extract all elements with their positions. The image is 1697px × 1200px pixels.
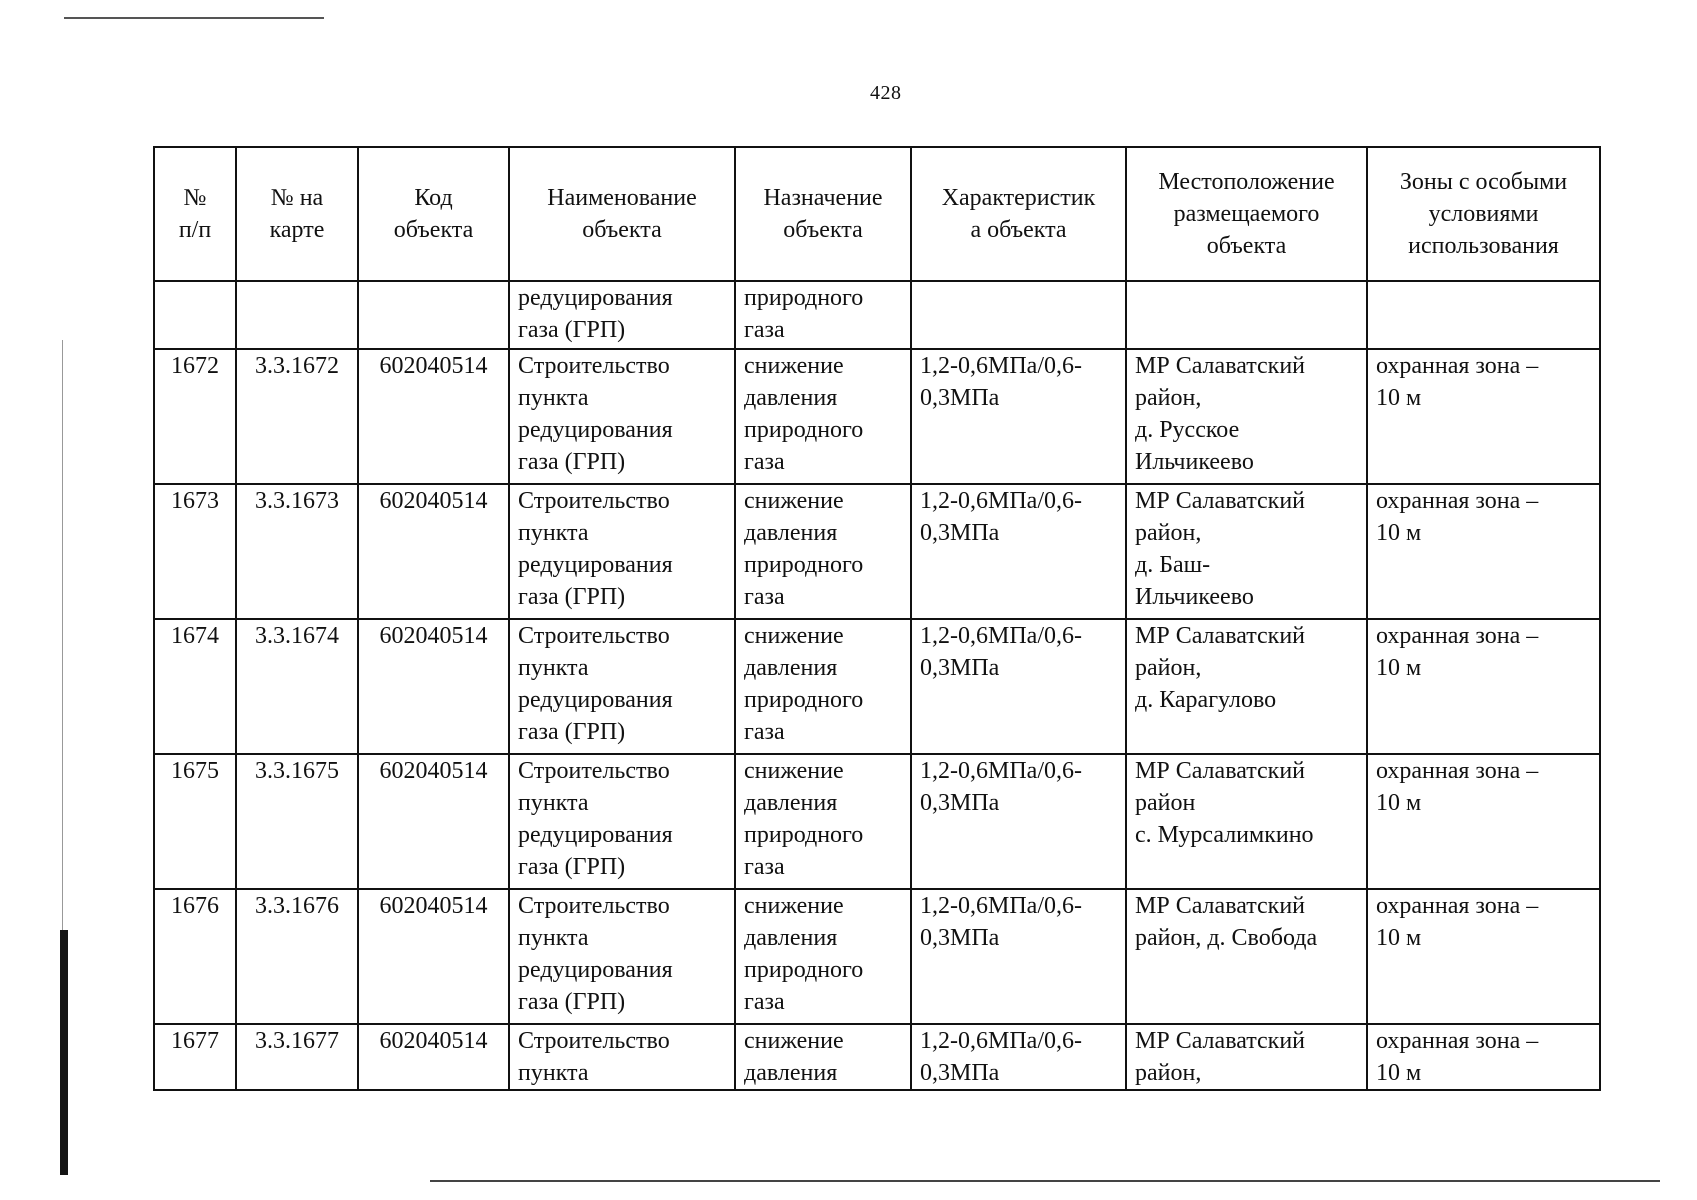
header-object-location: Местоположение размещаемого объекта [1126,147,1367,281]
header-object-purpose: Назначение объекта [735,147,911,281]
scan-edge-line-bottom [430,1180,1660,1182]
row-number-cell: 1677 [154,1024,236,1090]
table-cell [358,281,509,349]
scan-edge-line-left [62,340,63,940]
object-purpose-cell: снижение давления природного газа [735,349,911,484]
table-row [154,889,1600,1024]
object-characteristic-cell: 1,2-0,6МПа/0,6- 0,3МПа [911,619,1126,754]
map-number-cell: 3.3.1676 [236,889,358,1024]
header-object-code: Код объекта [358,147,509,281]
object-purpose-cell: снижение давления природного газа [735,754,911,889]
table-row-truncated [154,1024,1600,1090]
object-name-cell: Строительство пункта редуцирования газа (ГРП) [509,754,735,889]
special-zone-cell: охранная зона – 10 м [1367,754,1600,889]
row-number-cell: 1673 [154,484,236,619]
object-code-cell: 602040514 [358,349,509,484]
special-zone-cell: охранная зона – 10 м [1367,889,1600,1024]
object-location-cell: МР Салаватский район, д. Русское Ильчикеево [1126,349,1367,484]
map-number-cell: 3.3.1674 [236,619,358,754]
map-number-cell: 3.3.1677 [236,1024,358,1090]
table-cell: редуцирования газа (ГРП) [509,281,735,349]
table-cell [911,281,1126,349]
row-number-cell: 1676 [154,889,236,1024]
row-number-cell: 1672 [154,349,236,484]
map-number-cell: 3.3.1673 [236,484,358,619]
special-zone-cell: охранная зона – 10 м [1367,619,1600,754]
table-cell [236,281,358,349]
map-number-cell: 3.3.1672 [236,349,358,484]
object-purpose-cell: снижение давления природного газа [735,484,911,619]
object-purpose-cell: снижение давления [735,1024,911,1090]
object-name-cell: Строительство пункта [509,1024,735,1090]
table-cell [154,281,236,349]
object-code-cell: 602040514 [358,484,509,619]
special-zone-cell: охранная зона – 10 м [1367,1024,1600,1090]
object-code-cell: 602040514 [358,889,509,1024]
object-location-cell: МР Салаватский район с. Мурсалимкино [1126,754,1367,889]
object-characteristic-cell: 1,2-0,6МПа/0,6- 0,3МПа [911,484,1126,619]
object-name-cell: Строительство пункта редуцирования газа (ГРП) [509,349,735,484]
object-name-cell: Строительство пункта редуцирования газа (ГРП) [509,889,735,1024]
object-characteristic-cell: 1,2-0,6МПа/0,6- 0,3МПа [911,889,1126,1024]
object-purpose-cell: снижение давления природного газа [735,889,911,1024]
header-special-zones: Зоны с особыми условиями использования [1367,147,1600,281]
header-object-name: Наименование объекта [509,147,735,281]
map-number-cell: 3.3.1675 [236,754,358,889]
scan-edge-line-top [64,17,324,19]
object-location-cell: МР Салаватский район, д. Баш- Ильчикеево [1126,484,1367,619]
table-header-row [154,147,1600,281]
object-purpose-cell: снижение давления природного газа [735,619,911,754]
table-cell: природного газа [735,281,911,349]
object-location-cell: МР Салаватский район, [1126,1024,1367,1090]
page-number: 428 [870,82,902,104]
table-row [154,484,1600,619]
special-zone-cell: охранная зона – 10 м [1367,484,1600,619]
object-characteristic-cell: 1,2-0,6МПа/0,6- 0,3МПа [911,1024,1126,1090]
header-row-number: № п/п [154,147,236,281]
table-row [154,619,1600,754]
table-cell [1367,281,1600,349]
table-row [154,754,1600,889]
object-characteristic-cell: 1,2-0,6МПа/0,6- 0,3МПа [911,349,1126,484]
table-row-continuation [154,281,1600,349]
table-row [154,349,1600,484]
object-location-cell: МР Салаватский район, д. Карагулово [1126,619,1367,754]
row-number-cell: 1675 [154,754,236,889]
object-code-cell: 602040514 [358,619,509,754]
special-zone-cell: охранная зона – 10 м [1367,349,1600,484]
object-name-cell: Строительство пункта редуцирования газа (ГРП) [509,619,735,754]
scan-edge-bar-left [60,930,68,1175]
object-location-cell: МР Салаватский район, д. Свобода [1126,889,1367,1024]
row-number-cell: 1674 [154,619,236,754]
object-characteristic-cell: 1,2-0,6МПа/0,6- 0,3МПа [911,754,1126,889]
object-code-cell: 602040514 [358,754,509,889]
table-cell [1126,281,1367,349]
header-map-number: № на карте [236,147,358,281]
object-code-cell: 602040514 [358,1024,509,1090]
objects-table [153,146,1601,1091]
header-object-characteristic: Характеристик а объекта [911,147,1126,281]
object-name-cell: Строительство пункта редуцирования газа (ГРП) [509,484,735,619]
